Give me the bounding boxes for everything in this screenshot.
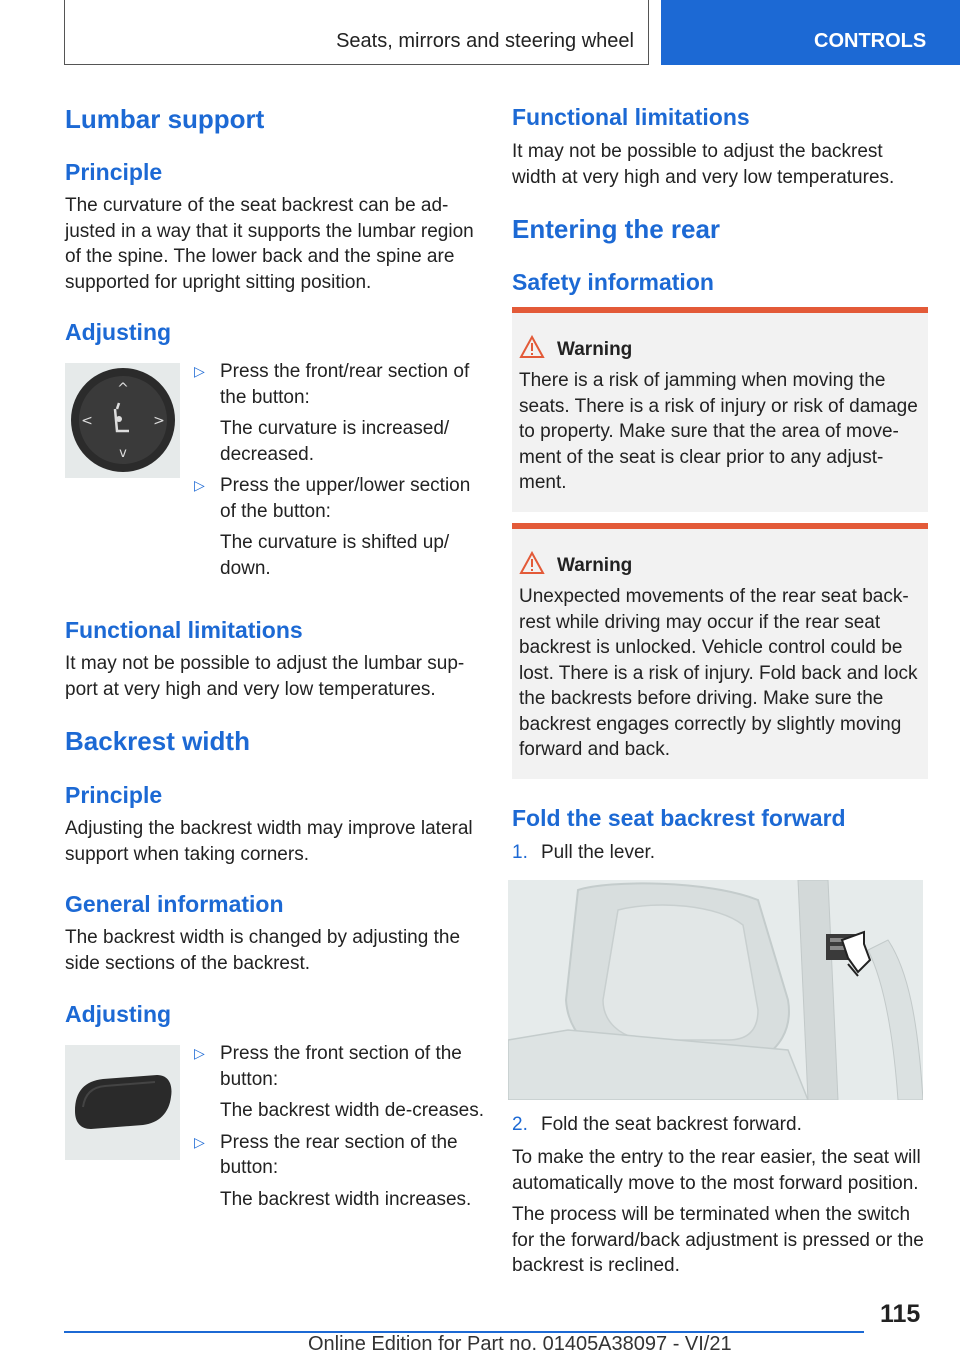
lumbar-support-heading: Lumbar support — [65, 104, 265, 134]
rw-functional-limitations-text: It may not be possible to adjust the backrest width at very high and very low temperatures. — [512, 141, 895, 188]
svg-text:>: > — [153, 413, 165, 429]
rw-functional-limitations-heading: Functional limitations — [512, 104, 750, 130]
bw-principle-heading: Principle — [65, 782, 163, 808]
entering-rear-heading: Entering the rear — [512, 214, 721, 244]
triangle-bullet-icon: ▷ — [194, 477, 205, 493]
triangle-bullet-icon: ▷ — [194, 1045, 205, 1061]
seat-lever-illustration — [508, 880, 923, 1100]
list-item: 1. Pull the lever. — [512, 842, 656, 863]
step-list-2 — [512, 1112, 928, 1138]
seat-illustration-icon — [508, 880, 923, 1100]
list-item: 2. Fold the seat backrest forward. — [512, 1114, 802, 1135]
page-number: 115 — [880, 1300, 921, 1328]
backrest-width-button-image — [65, 1045, 180, 1160]
triangle-bullet-icon: ▷ — [194, 1133, 205, 1150]
functional-limitations-heading: Functional limitations — [65, 617, 303, 643]
triangle-bullet-icon: ▷ — [194, 363, 205, 379]
lumbar-button-image — [65, 363, 180, 478]
warning-triangle-icon — [519, 335, 545, 366]
warning-box-2 — [512, 523, 928, 779]
step-list-1 — [512, 840, 928, 866]
safety-information-heading: Safety information — [512, 269, 714, 295]
bw-adjusting-heading: Adjusting — [65, 1001, 172, 1027]
auto-move-text: To make the entry to the rear easier, the seat will automatically move to the most forward position. — [512, 1147, 921, 1194]
svg-text:v: v — [119, 446, 127, 461]
functional-limitations-text: It may not be possible to adjust the lumbar sup-port at very high and very low temperatures. — [65, 653, 465, 700]
warning-title: Warning — [557, 553, 920, 578]
general-information-heading: General information — [65, 891, 284, 917]
header-chapter-box — [64, 0, 649, 65]
backrest-width-button-icon — [65, 1045, 180, 1160]
fold-backrest-heading: Fold the seat backrest forward — [512, 805, 846, 831]
principle-heading: Principle — [65, 159, 163, 185]
list-item: ▷ Press the rear section of the button: The backrest width increases. — [194, 1131, 472, 1210]
list-item: ▷ Press the upper/lower section of the button: The curvature is shifted up/ down. — [194, 475, 471, 579]
chapter-title: Seats, mirrors and steering wheel — [336, 30, 634, 52]
edition-footer: Online Edition for Part no. 01405A38097 - VI/21 — [308, 1333, 732, 1355]
warning-triangle-icon — [519, 551, 545, 582]
principle-text: The curvature of the seat backrest can be ad-justed in a way that it supports the lumbar region of the spine. The lower back and the spine are supported for upright sitting position. — [65, 195, 474, 293]
warning-text: Unexpected movements of the rear seat back-rest while driving may occur if the rear seat backrest is unlocked. Vehicle control could be lost. There is a risk of injury. Fold back and lock the backrests before driving. Make sure the backrest engages correctly by slightly moving forward and back. — [519, 586, 918, 760]
svg-text:<: < — [81, 413, 93, 429]
header-section-tab[interactable] — [661, 0, 960, 65]
backrest-width-adjust-list — [194, 1041, 484, 1212]
list-item: ▷ Press the front section of the button: The backrest width de-creases. — [194, 1043, 485, 1121]
list-item: ▷ Press the front/rear section of the button: The curvature is increased/ decreased. — [194, 361, 470, 465]
termination-text: The process will be terminated when the switch for the forward/back adjustment is pressed or the backrest is reclined. — [512, 1204, 924, 1276]
warning-title: Warning — [557, 337, 920, 362]
warning-box-1 — [512, 307, 928, 512]
adjusting-heading: Adjusting — [65, 319, 172, 345]
svg-text:^: ^ — [117, 381, 129, 397]
bw-principle-text: Adjusting the backrest width may improve lateral support when taking corners. — [65, 818, 473, 865]
general-information-text: The backrest width is changed by adjusting the side sections of the backrest. — [65, 927, 461, 974]
lumbar-button-icon — [65, 363, 180, 478]
section-title: CONTROLS — [814, 30, 927, 52]
lumbar-adjust-list — [194, 359, 484, 581]
warning-text: There is a risk of jamming when moving the seats. There is a risk of injury or risk of damage to property. Make sure that the area of move-ment of the seat is clear prior to any adjust-ment. — [519, 370, 918, 493]
backrest-width-heading: Backrest width — [65, 726, 250, 756]
